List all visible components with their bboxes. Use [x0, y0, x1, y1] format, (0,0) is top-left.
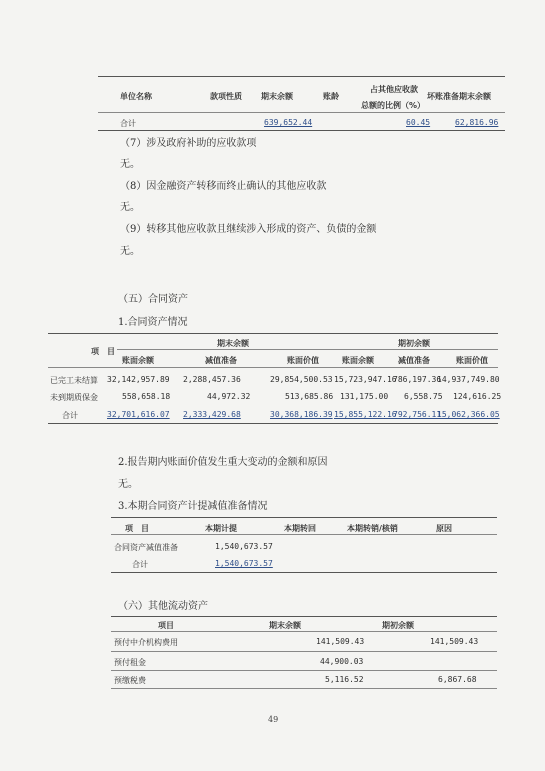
table5-col-begin-value: 账面价值 [456, 356, 488, 365]
table3-top-rule [111, 517, 497, 518]
table1-header-unit: 单位名称 [120, 92, 152, 101]
table5-row2-label: 未到期质保金 [50, 393, 98, 402]
table5-row1-label: 已完工未结算 [50, 376, 98, 385]
table5-col-end-balance: 账面余额 [122, 356, 154, 365]
table3-header-rule [111, 534, 497, 535]
table5-total-begin-balance: 15,855,122.16 [334, 410, 397, 419]
table1-header-rule [98, 112, 505, 113]
table5-row1-begin-balance: 15,723,947.16 [334, 375, 397, 384]
table1-total-balance: 639,652.44 [264, 118, 313, 127]
table5-col-begin-provision: 减值准备 [398, 356, 430, 365]
table6-row1-label: 预付中介机构费用 [114, 638, 178, 647]
table5-total-end-balance: 32,701,616.07 [107, 410, 170, 419]
table5-row2-begin-value: 124,616.25 [453, 392, 502, 401]
table5-total-label: 合计 [62, 411, 78, 420]
table6-row-rule-2 [111, 670, 497, 671]
text-none-8: 无。 [120, 202, 140, 213]
table6-header-begin: 期初余额 [382, 621, 414, 630]
table6-header-item: 项目 [158, 621, 174, 630]
table3-row1-label: 合同资产减值准备 [114, 543, 178, 552]
table6-row1-end: 141,509.43 [316, 637, 365, 646]
table6-row3-begin: 6,867.68 [438, 675, 477, 684]
section5-sub2: 2.报告期内账面价值发生重大变动的金额和原因 [118, 457, 328, 468]
table1-header-ratio-1: 占其他应收款 [370, 85, 418, 94]
table1-total-provision: 62,816.96 [455, 118, 499, 127]
table5-group-end: 期末余额 [217, 339, 249, 348]
table5-item-header: 项 目 [91, 347, 115, 356]
table6-row-rule-1 [111, 651, 497, 652]
table3-row1-value: 1,540,673.57 [215, 542, 273, 551]
table5-row1-begin-provision: 786,197.36 [393, 375, 442, 384]
table3-header-written-off: 本期转销/核销 [347, 524, 398, 533]
table5-total-end-provision: 2,333,429.68 [183, 410, 241, 419]
table3-header-item: 项 目 [125, 524, 149, 533]
text-none-9: 无。 [120, 246, 140, 257]
table6-row3-label: 预缴税费 [114, 676, 146, 685]
table6-row3-end: 5,116.52 [325, 675, 364, 684]
table5-total-end-value: 30,368,186.39 [270, 410, 333, 419]
section5-sub1: 1.合同资产情况 [118, 317, 188, 328]
table6-header-end: 期末余额 [269, 621, 301, 630]
table5-total-begin-provision: 792,756.11 [393, 410, 442, 419]
table1-total-label: 合计 [120, 119, 136, 128]
table5-col-end-value: 账面价值 [287, 356, 319, 365]
page-number: 49 [268, 715, 279, 724]
heading-continuing-involvement: （9）转移其他应收款且继续涉入形成的资产、负债的金额 [120, 224, 377, 235]
table5-row2-end-provision: 44,972.32 [207, 392, 251, 401]
table6-row2-end: 44,900.03 [320, 657, 364, 666]
section5-none2: 无。 [118, 479, 138, 490]
table6-top-rule [111, 616, 497, 617]
table5-col-begin-balance: 账面余额 [342, 356, 374, 365]
text-none-7: 无。 [120, 159, 140, 170]
table5-header-rule [48, 367, 498, 368]
table3-total-label: 合计 [132, 560, 148, 569]
table5-row2-begin-provision: 6,558.75 [404, 392, 443, 401]
table6-bottom-rule [111, 688, 497, 689]
heading-government-subsidy: （7）涉及政府补助的应收款项 [120, 138, 257, 149]
table1-header-ratio-2: 总额的比例（%） [361, 101, 426, 110]
table3-total-value: 1,540,673.57 [215, 559, 273, 568]
table5-top-rule [48, 333, 498, 334]
table1-header-provision: 坏账准备期末余额 [427, 92, 491, 101]
table1-header-balance: 期末余额 [261, 92, 293, 101]
table6-row1-begin: 141,509.43 [430, 637, 479, 646]
table5-row1-end-provision: 2,288,457.36 [183, 375, 241, 384]
table5-row1-begin-value: 14,937,749.80 [437, 375, 500, 384]
table3-header-reversed: 本期转回 [284, 524, 316, 533]
section5-sub3: 3.本期合同资产计提减值准备情况 [118, 501, 268, 512]
table5-col-end-provision: 减值准备 [205, 356, 237, 365]
table1-header-age: 账龄 [323, 92, 339, 101]
table6-header-rule [111, 631, 497, 632]
table1-top-rule [98, 76, 505, 77]
section5-title: （五）合同资产 [118, 294, 188, 305]
table6-row2-label: 预付租金 [114, 658, 146, 667]
table5-row2-end-value: 513,685.86 [285, 392, 334, 401]
table5-row1-end-balance: 32,142,957.89 [107, 375, 170, 384]
table3-bottom-rule [111, 572, 497, 573]
table5-bottom-rule [48, 423, 498, 424]
table5-group-begin: 期初余额 [398, 339, 430, 348]
table5-row2-begin-balance: 131,175.00 [340, 392, 389, 401]
table3-header-reason: 原因 [436, 524, 452, 533]
table1-bottom-rule [98, 130, 505, 131]
table1-header-nature: 款项性质 [210, 92, 242, 101]
heading-derecognized-receivables: （8）因金融资产转移而终止确认的其他应收款 [120, 181, 327, 192]
table3-header-accrued: 本期计提 [205, 524, 237, 533]
table5-row1-end-value: 29,854,500.53 [270, 375, 333, 384]
section6-title: （六）其他流动资产 [118, 601, 208, 612]
table5-group-rule [117, 349, 498, 350]
table5-total-begin-value: 15,062,366.05 [437, 410, 500, 419]
table5-row2-end-balance: 558,658.18 [122, 392, 171, 401]
table1-total-ratio: 60.45 [406, 118, 431, 127]
